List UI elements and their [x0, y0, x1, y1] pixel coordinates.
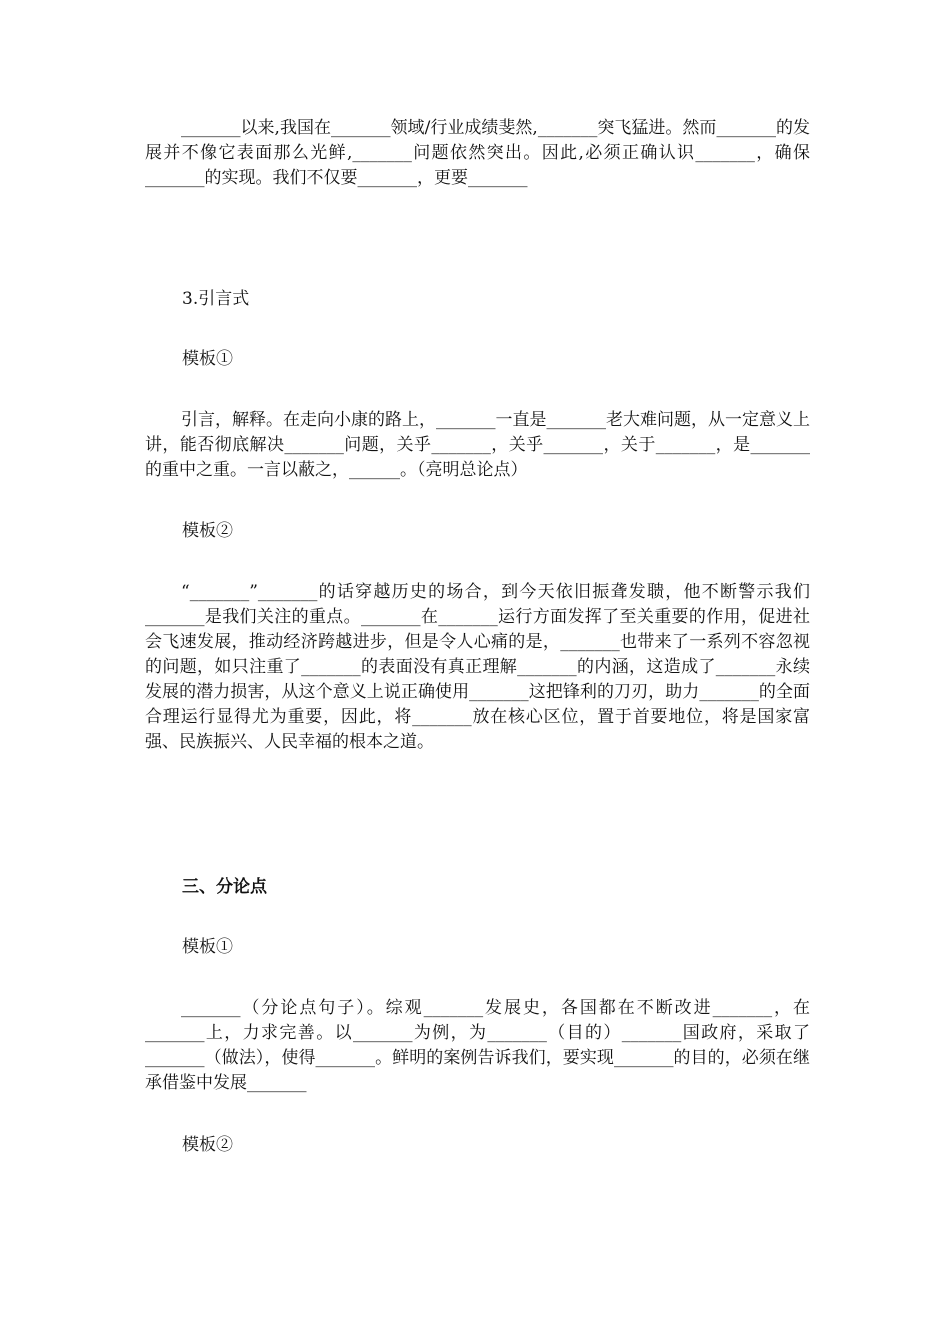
- intro-paragraph: _______以来,我国在_______领域/行业成绩斐然,_______突飞猛进。然而_______的发展并不像它表面那么光鲜,_______问题依然突出。因此,必须正确认识_______，确保_______的实现。我们不仅要_______，更要_______: [145, 118, 810, 188]
- sub-template-1-label: 模板①: [182, 937, 233, 957]
- template-2-paragraph: “_______”_______的话穿越历史的场合，到今天依旧振聋发聩，他不断警示我们_______是我们关注的重点。_______在_______运行方面发挥了至关重要的作用，促进社会飞速发展，推动经济跨越进步，但是令人心痛的是，_______也带来了一系列不容忽视的问题，如只注重了_______的表面没有真正理解_______的内涵，这造成了_______永续发展的潜力损害，从这个意义上说正确使用_______这把锋利的刀刃，助力_______的全面合理运行显得尤为重要，因此，将_______放在核心区位，置于首要地位，将是国家富强、民族振兴、人民幸福的根本之道。: [145, 582, 810, 752]
- sub-template-2-label: 模板②: [182, 1135, 233, 1155]
- section-title-sub-arguments: 三、分论点: [182, 877, 267, 897]
- template-1-paragraph: 引言，解释。在走向小康的路上，_______一直是_______老大难问题，从一定意义上讲，能否彻底解决_______问题，关乎_______，关乎_______，关于_______，是_______的重中之重。一言以蔽之，______。（亮明总论点）: [145, 410, 810, 480]
- template-2-label: 模板②: [182, 521, 233, 541]
- section-title-quote: 3.引言式: [182, 289, 250, 309]
- template-1-label: 模板①: [182, 349, 233, 369]
- sub-template-1-paragraph: _______（分论点句子）。综观_______发展史，各国都在不断改进_______，在_______上，力求完善。以_______为例，为_______（目的）_______国政府，采取了_______（做法），使得_______。鲜明的案例告诉我们，要实现_______的目的，必须在继承借鉴中发展_______: [145, 998, 810, 1093]
